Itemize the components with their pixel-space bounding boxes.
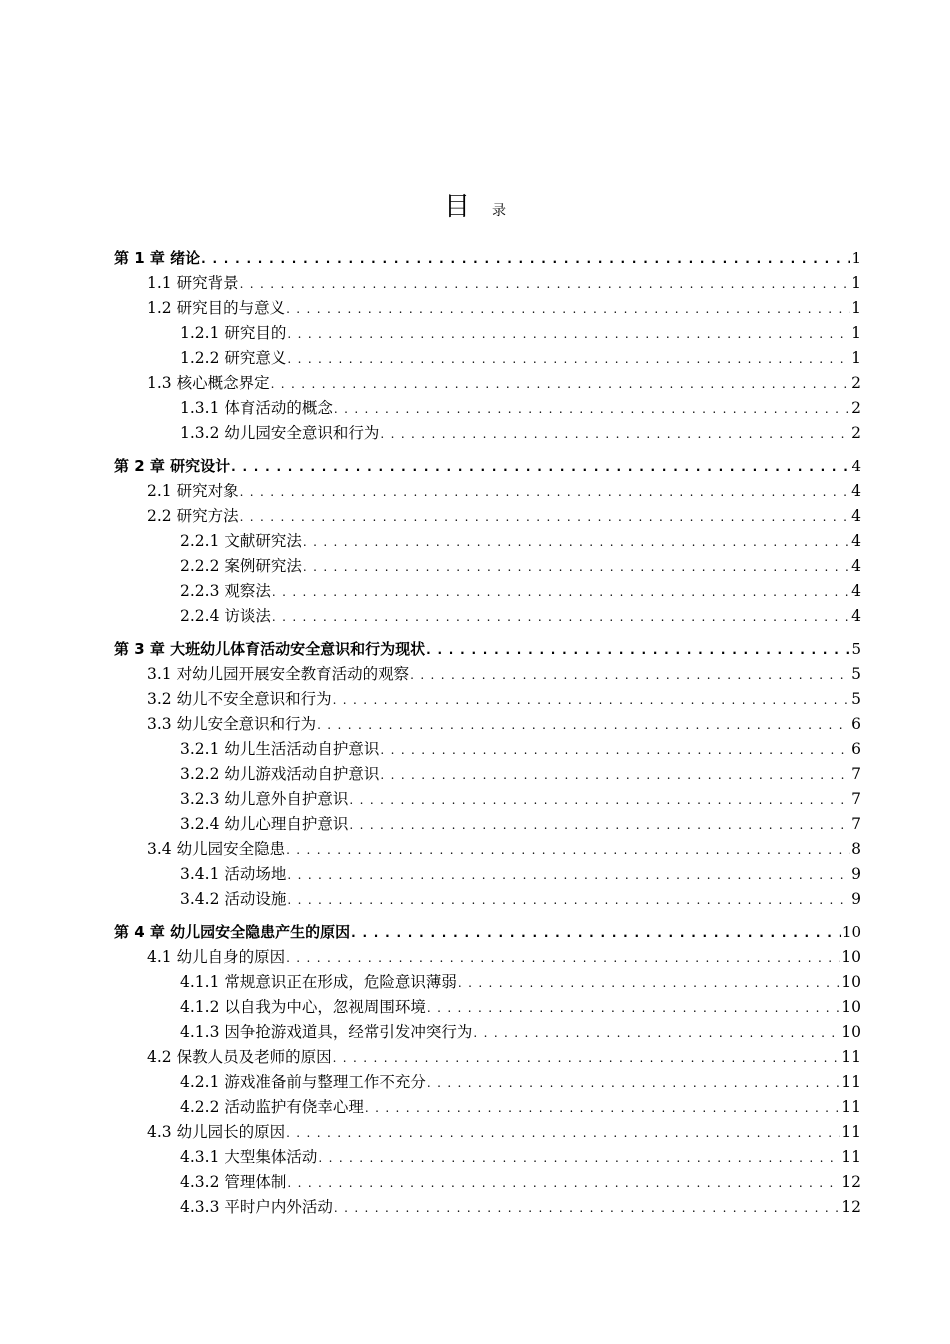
toc-leader-dots <box>333 687 851 713</box>
toc-leader-dots <box>473 1020 840 1046</box>
toc-entry-page-number: 1 <box>851 299 861 317</box>
toc-entry-label: 4.1.1 常规意识正在形成，危险意识薄弱 <box>180 973 457 991</box>
toc-entry-page-number: 5 <box>851 640 861 658</box>
toc-entry-page-number: 1 <box>851 324 861 342</box>
toc-leader-dots <box>272 604 850 630</box>
toc-leader-dots <box>380 737 850 763</box>
toc-leader-dots <box>240 271 851 297</box>
toc-entry-page-number: 4 <box>851 582 861 600</box>
toc-entry-page-number: 11 <box>841 1123 861 1141</box>
toc-entry-label: 2.2.2 案例研究法 <box>180 557 302 575</box>
toc-entry-page-number: 4 <box>851 607 861 625</box>
toc-entry-page-number: 11 <box>841 1098 861 1116</box>
toc-entry-page-number: 7 <box>851 765 861 783</box>
toc-entry-label: 1.3.2 幼儿园安全意识和行为 <box>180 424 380 442</box>
toc-leader-dots <box>426 637 850 663</box>
toc-entry-label: 2.1 研究对象 <box>147 482 239 500</box>
toc-entry-page-number: 2 <box>851 424 861 442</box>
toc-section-entry[interactable] <box>114 712 861 737</box>
toc-entry-label: 3.2.1 幼儿生活活动自护意识 <box>180 740 380 758</box>
toc-entry-label: 第 2 章 研究设计 <box>114 457 231 475</box>
toc-entry-page-number: 10 <box>841 948 861 966</box>
toc-heading <box>0 186 950 223</box>
toc-section-entry[interactable] <box>114 1045 861 1070</box>
toc-section-entry[interactable] <box>114 504 861 529</box>
toc-section-entry[interactable] <box>114 554 861 579</box>
toc-entry-page-number: 2 <box>851 374 861 392</box>
toc-leader-dots <box>458 970 840 996</box>
toc-entry-page-number: 7 <box>851 790 861 808</box>
toc-section-entry[interactable] <box>114 970 861 995</box>
toc-entry-label: 1.2 研究目的与意义 <box>147 299 286 317</box>
toc-leader-dots <box>201 246 850 272</box>
toc-entry-label: 4.2 保教人员及老师的原因 <box>147 1048 332 1066</box>
toc-entry-page-number: 10 <box>841 998 861 1016</box>
toc-entry-page-number: 4 <box>851 482 861 500</box>
toc-entry-label: 4.1 幼儿自身的原因 <box>147 948 286 966</box>
toc-section-entry[interactable] <box>114 862 861 887</box>
toc-entry-page-number: 4 <box>851 507 861 525</box>
toc-entry-label: 3.2.4 幼儿心理自护意识 <box>180 815 349 833</box>
toc-leader-dots <box>286 945 840 971</box>
toc-leader-dots <box>272 579 850 605</box>
toc-section-entry[interactable] <box>114 662 861 687</box>
toc-leader-dots <box>286 837 850 863</box>
toc-section-entry[interactable] <box>114 762 861 787</box>
toc-leader-dots <box>349 812 850 838</box>
toc-leader-dots <box>380 421 850 447</box>
toc-entry-label: 1.2.2 研究意义 <box>180 349 287 367</box>
toc-section-entry[interactable] <box>114 479 861 504</box>
toc-entry-label: 2.2.3 观察法 <box>180 582 271 600</box>
toc-section-entry[interactable] <box>114 887 861 912</box>
toc-entry-page-number: 7 <box>851 815 861 833</box>
toc-entry-label: 3.2.3 幼儿意外自护意识 <box>180 790 349 808</box>
toc-entry-label: 第 3 章 大班幼儿体育活动安全意识和行为现状 <box>114 640 426 658</box>
toc-chapter-entry[interactable] <box>114 246 861 271</box>
toc-leader-dots <box>231 454 850 480</box>
toc-entry-page-number: 6 <box>851 715 861 733</box>
toc-entry-page-number: 9 <box>851 890 861 908</box>
toc-chapter-entry[interactable] <box>114 920 861 945</box>
toc-entry-label: 2.2.1 文献研究法 <box>180 532 302 550</box>
toc-section-entry[interactable] <box>114 837 861 862</box>
toc-leader-dots <box>349 787 850 813</box>
toc-entry-label: 4.3.3 平时户内外活动 <box>180 1198 333 1216</box>
toc-leader-dots <box>287 321 850 347</box>
toc-entry-page-number: 11 <box>841 1073 861 1091</box>
toc-section-entry[interactable] <box>114 1195 861 1220</box>
toc-entry-page-number: 9 <box>851 865 861 883</box>
toc-entry-label: 1.3.1 体育活动的概念 <box>180 399 333 417</box>
toc-leader-dots <box>317 712 850 738</box>
toc-chapter-entry[interactable] <box>114 637 861 662</box>
toc-leader-dots <box>410 662 850 688</box>
toc-entry-page-number: 12 <box>841 1173 861 1191</box>
toc-section-entry[interactable] <box>114 1020 861 1045</box>
toc-section-entry[interactable] <box>114 421 861 446</box>
toc-leader-dots <box>427 1070 840 1096</box>
toc-entry-label: 4.1.3 因争抢游戏道具，经常引发冲突行为 <box>180 1023 473 1041</box>
toc-entry-page-number: 12 <box>841 1198 861 1216</box>
toc-leader-dots <box>240 504 851 530</box>
toc-section-entry[interactable] <box>114 321 861 346</box>
toc-entry-page-number: 1 <box>851 249 861 267</box>
toc-leader-dots <box>287 862 850 888</box>
toc-chapter-entry[interactable] <box>114 454 861 479</box>
toc-section-entry[interactable] <box>114 1120 861 1145</box>
toc-leader-dots <box>286 1120 840 1146</box>
toc-entry-page-number: 5 <box>851 690 861 708</box>
toc-entry-label: 第 1 章 绪论 <box>114 249 201 267</box>
toc-entry-page-number: 11 <box>841 1048 861 1066</box>
toc-section-entry[interactable] <box>114 271 861 296</box>
toc-entry-label: 4.1.2 以自我为中心，忽视周围环境 <box>180 998 426 1016</box>
toc-entry-page-number: 10 <box>841 923 861 941</box>
toc-section-entry[interactable] <box>114 1145 861 1170</box>
toc-entry-label: 1.2.1 研究目的 <box>180 324 287 342</box>
toc-entry-page-number: 11 <box>841 1148 861 1166</box>
toc-leader-dots <box>334 396 850 422</box>
toc-section-entry[interactable] <box>114 296 861 321</box>
toc-section-entry[interactable] <box>114 371 861 396</box>
toc-entry-page-number: 4 <box>851 557 861 575</box>
toc-entry-label: 2.2 研究方法 <box>147 507 239 525</box>
toc-leader-dots <box>380 762 850 788</box>
toc-entry-page-number: 1 <box>851 274 861 292</box>
toc-entry-label: 3.4.2 活动设施 <box>180 890 287 908</box>
toc-entry-label: 3.2 幼儿不安全意识和行为 <box>147 690 332 708</box>
toc-leader-dots <box>303 529 850 555</box>
toc-heading-main: 目 <box>443 192 470 222</box>
table-of-contents <box>114 246 861 1220</box>
toc-entry-label: 3.2.2 幼儿游戏活动自护意识 <box>180 765 380 783</box>
toc-entry-label: 3.1 对幼儿园开展安全教育活动的观察 <box>147 665 410 683</box>
toc-entry-label: 4.3.2 管理体制 <box>180 1173 287 1191</box>
toc-entry-page-number: 6 <box>851 740 861 758</box>
toc-entry-label: 1.3 核心概念界定 <box>147 374 270 392</box>
toc-section-entry[interactable] <box>114 529 861 554</box>
toc-entry-label: 4.3.1 大型集体活动 <box>180 1148 318 1166</box>
toc-leader-dots <box>318 1145 840 1171</box>
toc-section-entry[interactable] <box>114 945 861 970</box>
toc-entry-label: 3.3 幼儿安全意识和行为 <box>147 715 317 733</box>
toc-leader-dots <box>287 1170 840 1196</box>
toc-leader-dots <box>271 371 851 397</box>
toc-entry-page-number: 2 <box>851 399 861 417</box>
toc-leader-dots <box>365 1095 840 1121</box>
toc-section-entry[interactable] <box>114 737 861 762</box>
toc-leader-dots <box>427 995 840 1021</box>
toc-entry-label: 3.4 幼儿园安全隐患 <box>147 840 286 858</box>
toc-section-entry[interactable] <box>114 579 861 604</box>
toc-section-entry[interactable] <box>114 1095 861 1120</box>
toc-entry-page-number: 10 <box>841 973 861 991</box>
toc-leader-dots <box>333 1045 841 1071</box>
toc-leader-dots <box>287 887 850 913</box>
toc-entry-label: 3.4.1 活动场地 <box>180 865 287 883</box>
toc-section-entry[interactable] <box>114 604 861 629</box>
toc-entry-label: 4.3 幼儿园长的原因 <box>147 1123 286 1141</box>
toc-entry-label: 4.2.2 活动监护有侥幸心理 <box>180 1098 364 1116</box>
toc-entry-page-number: 10 <box>841 1023 861 1041</box>
toc-entry-page-number: 4 <box>851 457 861 475</box>
toc-leader-dots <box>351 920 841 946</box>
toc-entry-label: 1.1 研究背景 <box>147 274 239 292</box>
toc-leader-dots <box>287 346 850 372</box>
toc-section-entry[interactable] <box>114 787 861 812</box>
toc-entry-page-number: 5 <box>851 665 861 683</box>
toc-entry-page-number: 4 <box>851 532 861 550</box>
toc-leader-dots <box>334 1195 840 1221</box>
toc-section-entry[interactable] <box>114 1170 861 1195</box>
toc-leader-dots <box>303 554 850 580</box>
toc-entry-page-number: 8 <box>851 840 861 858</box>
toc-entry-label: 第 4 章 幼儿园安全隐患产生的原因 <box>114 923 351 941</box>
toc-entry-label: 2.2.4 访谈法 <box>180 607 271 625</box>
toc-leader-dots <box>286 296 850 322</box>
toc-section-entry[interactable] <box>114 687 861 712</box>
toc-entry-page-number: 1 <box>851 349 861 367</box>
toc-section-entry[interactable] <box>114 346 861 371</box>
toc-heading-sub: 录 <box>492 203 506 219</box>
toc-section-entry[interactable] <box>114 396 861 421</box>
toc-section-entry[interactable] <box>114 995 861 1020</box>
toc-leader-dots <box>240 479 851 505</box>
toc-entry-label: 4.2.1 游戏准备前与整理工作不充分 <box>180 1073 426 1091</box>
toc-section-entry[interactable] <box>114 812 861 837</box>
toc-section-entry[interactable] <box>114 1070 861 1095</box>
